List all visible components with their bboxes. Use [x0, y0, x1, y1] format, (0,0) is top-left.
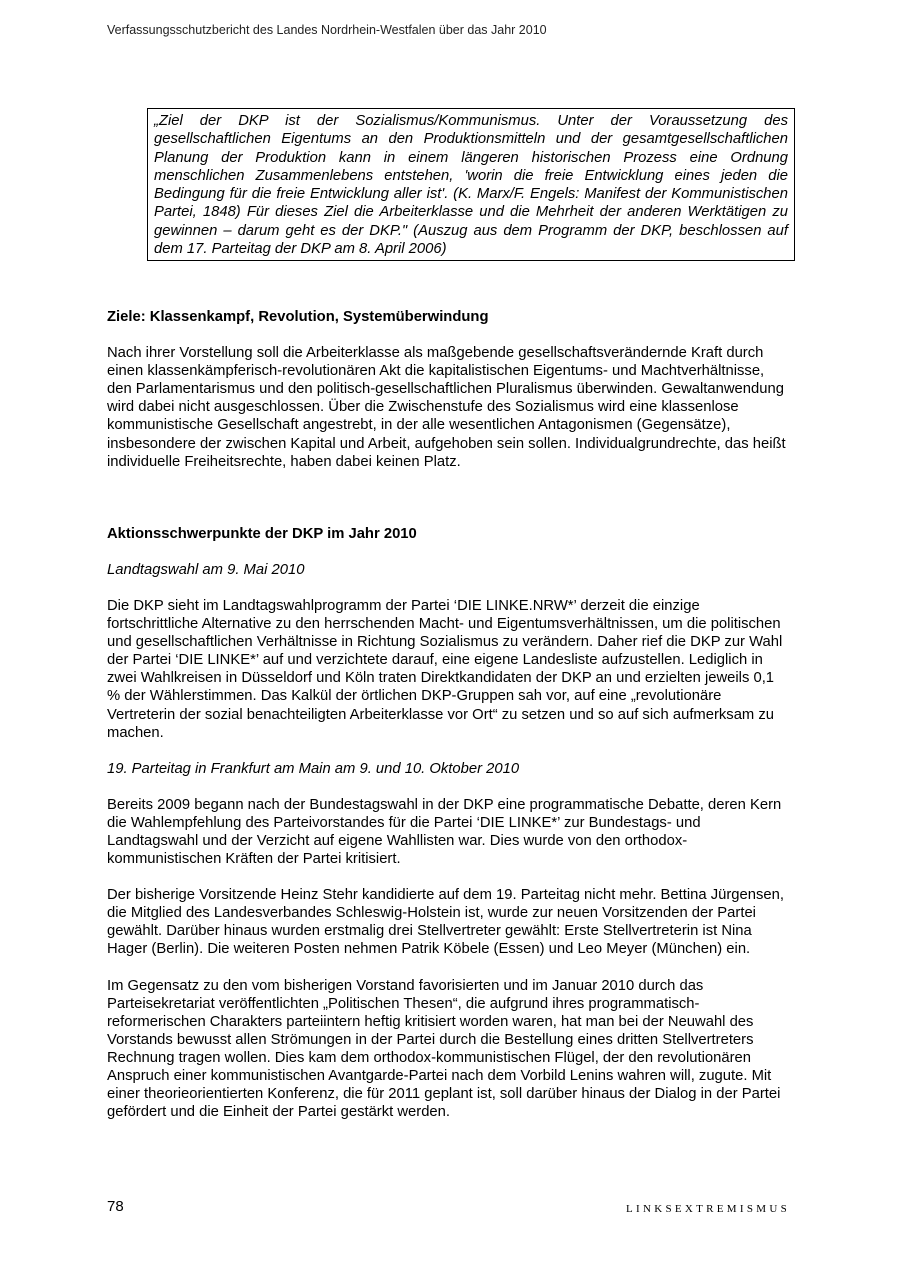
goals-paragraph: Nach ihrer Vorstellung soll die Arbeiterklasse als maßgebende gesellschaftsverändernde Kraft durch einen klassenkämpferisch-revolutionären Akt die kapitalistischen Eigentums- und Machtverhältnisse, den Parlamentarismus und den politisch-gesellschaftlichen Pluralismus überwinden. Gewaltanwendung wird dabei nicht ausgeschlossen. Über die Zwischenstufe des Sozialismus wird eine klassenlose kommunistische Gesellschaft angestrebt, in der alle wesentlichen Antagonismen (Gegensätze), insbesondere der zwischen Kapital und Arbeit, aufgehoben sein sollen. Individualgrundrechte, das heißt individuelle Freiheitsrechte, haben dabei keinen Platz. — [107, 345, 786, 470]
parteitag-paragraph-2: Der bisherige Vorsitzende Heinz Stehr kandidierte auf dem 19. Parteitag nicht mehr. Bettina Jürgensen, die Mitglied des Landesverbandes Schleswig-Holstein ist, wurde zur neuen Vorsitzenden der Partei gewählt. Darüber hinaus wurden erstmalig drei Stellvertreter gewählt: Erste Stellvertreterin ist Nina Hager (Berlin). Die weiteren Posten nehmen Patrik Köbele (Essen) und Leo Meyer (München) ein. — [107, 887, 784, 958]
running-header: Verfassungsschutzbericht des Landes Nordrhein-Westfalen über das Jahr 2010 — [107, 23, 547, 37]
parteitag-paragraph-1: Bereits 2009 begann nach der Bundestagswahl in der DKP eine programmatische Debatte, deren Kern die Wahlempfehlung des Parteivorstandes für die Partei ‘DIE LINKE*’ zur Bundestags- und Landtagswahl und der Verzicht auf eigene Wahllisten war. Dies wurde von den orthodox-kommunistischen Kräften der Partei kritisiert. — [107, 796, 782, 868]
main-content — [107, 308, 790, 1121]
landtagswahl-subheading: Landtagswahl am 9. Mai 2010 — [107, 561, 305, 578]
landtagswahl-paragraph: Die DKP sieht im Landtagswahlprogramm der Partei ‘DIE LINKE.NRW*’ derzeit die einzige fortschrittliche Alternative zu den herrschenden Macht- und Eigentumsverhältnissen, um die politischen und gesellschaftlichen Verhältnisse in Richtung Sozialismus zu verändern. Daher rief die DKP zur Wahl der Partei ‘DIE LINKE*’ auf und verzichtete darauf, eine eigene Landesliste aufzustellen. Lediglich in zwei Wahlkreisen in Düsseldorf und Köln traten Direktkandidaten der DKP an und erzielten jeweils 0,1 % der Wählerstimmen. Das Kalkül der örtlichen DKP-Gruppen sah vor, auf eine „revolutionäre Vertreterin der sozial benachteiligten Arbeiterklasse vor Ort“ zu setzen und so auf sich aufmerksam zu machen. — [107, 597, 783, 741]
actions-heading: Aktionsschwerpunkte der DKP im Jahr 2010 — [107, 525, 417, 542]
program-quote-text: „Ziel der DKP ist der Sozialismus/Kommunismus. Unter der Voraussetzung des gesellschaftlichen Eigentums an den Produktionsmitteln und der gesamtgesellschaftlichen Planung der Produktion kann in einem längeren historischen Prozess eine Ordnung menschlichen Zusammenlebens entstehen, 'worin die freie Entwicklung eines jeden die Bedingung für die freie Entwicklung aller ist'. (K. Marx/F. Engels: Manifest der Kommunistischen Partei, 1848) Für dieses Ziel die Arbeiterklasse und die Mehrheit der anderen Werktätigen zu gewinnen – darum geht es der DKP." (Auszug aus dem Programm der DKP, beschlossen auf dem 17. Parteitag der DKP am 8. April 2006) — [154, 113, 788, 258]
program-quote-box — [147, 108, 795, 261]
goals-heading: Ziele: Klassenkampf, Revolution, Systemüberwindung — [107, 309, 489, 325]
page-number: 78 — [107, 1198, 124, 1215]
parteitag-paragraph-3: Im Gegensatz zu den vom bisherigen Vorstand favorisierten und im Januar 2010 durch das Parteisekretariat veröffentlichten „Politischen Thesen“, die aufgrund ihres programmatisch-reformerischen Charakters parteiintern heftig kritisiert worden waren, hat man bei der Neuwahl des Vorstands bewusst allen Strömungen in der Partei durch die Bestellung eines dritten Stellvertreters Rechnung tragen wollen. Dies kam dem orthodox-kommunistischen Flügel, der den revolutionären Anspruch einer kommunistischen Avantgarde-Partei nach dem Vorbild Lenins wahren will, zugute. Mit einer theorieorientierten Konferenz, die für 2011 geplant ist, soll darüber hinaus der Dialog in der Partei gefördert und die Einheit der Partei gestärkt werden. — [107, 977, 781, 1121]
footer-section-label: LINKSEXTREMISMUS — [625, 1203, 790, 1215]
parteitag-subheading: 19. Parteitag in Frankfurt am Main am 9. und 10. Oktober 2010 — [107, 760, 520, 777]
